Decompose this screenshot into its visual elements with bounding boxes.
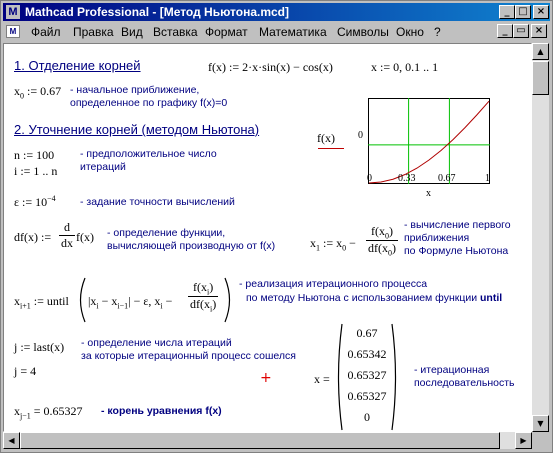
x-vector-value: 0 (364, 410, 370, 424)
x1-fraction: $\frac{f(x_0)}{df(x_0)}$ (368, 224, 396, 258)
graph-plot[interactable] (368, 98, 490, 184)
scroll-down-icon[interactable]: ▼ (532, 415, 549, 432)
horizontal-scrollbar[interactable] (3, 432, 532, 449)
function-definition[interactable]: f(x) := 2·x·sin(x) − cos(x) (208, 60, 333, 74)
graph-x-label: x (426, 188, 431, 199)
maximize-button[interactable]: □ (515, 5, 531, 19)
menu-file[interactable]: Файл (31, 25, 61, 39)
close-button[interactable]: × (533, 5, 549, 19)
document-icon[interactable]: M (6, 25, 20, 38)
left-paren (74, 276, 88, 324)
epsilon-comment: - задание точности вычислений (80, 196, 235, 208)
horizontal-scroll-thumb[interactable] (20, 432, 500, 449)
x-range-definition[interactable]: x := 0, 0.1 .. 1 (371, 60, 439, 74)
title-bar[interactable] (3, 3, 550, 21)
iteration-fraction: $\frac{f(x_i)}{df(x_i)}$ (190, 280, 217, 314)
doc-restore-button[interactable]: ▭ (513, 24, 529, 38)
root-result[interactable]: $x_{j-1} = 0.65327$ (14, 404, 83, 421)
right-paren (222, 276, 236, 324)
menu-symbols[interactable]: Символы (337, 25, 389, 39)
crosshair-cursor: + (260, 370, 272, 386)
n-definition[interactable]: n := 100 (14, 148, 55, 162)
x-tick-label: 1 (485, 173, 490, 184)
mathcad-icon: M (6, 5, 20, 19)
vertical-scroll-thumb[interactable] (532, 61, 549, 95)
x-tick-label: 0.33 (398, 173, 416, 184)
menu-window[interactable]: Окно (396, 25, 424, 39)
j-comment: - определение числа итераций за которые итерационный процесс сошелся (81, 337, 296, 362)
x-tick-label: 0.67 (438, 173, 456, 184)
worksheet[interactable] (3, 43, 532, 432)
iteration-abs: $|x_i - x_{i-1}| - \varepsilon$, $x_i$ − (88, 294, 173, 311)
df-derivative-fraction: $\frac{d}{dx}$ (61, 220, 73, 250)
x1-definition[interactable]: $x_1$ := $x_0$ − (310, 236, 356, 253)
df-right: f(x) (76, 230, 94, 244)
scroll-up-icon[interactable]: ▲ (532, 43, 549, 60)
doc-close-button[interactable]: × (531, 24, 547, 38)
scroll-left-icon[interactable]: ◀ (3, 432, 20, 449)
y-tick-label: 0 (358, 130, 363, 141)
menu-view[interactable]: Вид (121, 25, 143, 39)
vertical-scrollbar[interactable] (532, 43, 549, 432)
menu-edit[interactable]: Правка (73, 25, 114, 39)
epsilon-definition[interactable]: ε := $10^{-4}$ (14, 194, 56, 209)
minimize-button[interactable]: _ (499, 5, 515, 19)
x-tick-label: 0 (367, 173, 372, 184)
x-vector-values[interactable] (342, 326, 392, 431)
df-comment: - определение функции, вычисляющей производную от f(x) (107, 227, 276, 252)
j-result[interactable]: j = 4 (14, 364, 37, 378)
x-vector-label: x = (314, 372, 330, 386)
x1-comment: - вычисление первого приближения по Формуле Ньютона (404, 219, 511, 257)
x-vector-comment: - итерационная последовательность (414, 364, 515, 389)
root-comment: - корень уравнения f(x) (101, 405, 222, 417)
i-definition[interactable]: i := 1 .. n (14, 164, 58, 178)
menu-help[interactable]: ? (434, 25, 441, 39)
heading-root-separation: 1. Отделение корней (14, 58, 141, 73)
iteration-comment-2: по методу Ньютона с использованием функции until (246, 292, 503, 304)
x-vector-value: 0.65327 (347, 368, 387, 382)
iteration-left[interactable]: $x_{i+1}$ := until (14, 294, 69, 311)
x0-comment: - начальное приближение, определенное по графику f(x)=0 (70, 84, 228, 109)
graph-y-label: f(x) (317, 131, 335, 145)
scrollbar-corner (532, 432, 549, 449)
menu-bar (3, 22, 550, 41)
iteration-comment-1: - реализация итерационного процесса (239, 278, 428, 290)
doc-minimize-button[interactable]: _ (497, 24, 513, 38)
menu-math[interactable]: Математика (259, 25, 327, 39)
x-vector-value: 0.67 (356, 326, 378, 340)
heading-root-refinement: 2. Уточнение корней (методом Ньютона) (14, 122, 260, 137)
df-left[interactable]: df(x) := (14, 230, 52, 244)
plot-frame (369, 99, 490, 184)
x0-definition[interactable]: $x_0$ := 0.67 (14, 84, 62, 101)
menu-format[interactable]: Формат (205, 25, 248, 39)
j-definition[interactable]: j := last(x) (14, 340, 65, 354)
scroll-right-icon[interactable]: ▶ (515, 432, 532, 449)
menu-insert[interactable]: Вставка (153, 25, 198, 39)
n-comment: - предположительное число итераций (80, 148, 217, 173)
window-title: Mathcad Professional - [Метод Ньютона.mcd] (25, 5, 290, 19)
x-vector-value: 0.65327 (347, 389, 387, 403)
x-vector-value: 0.65342 (347, 347, 387, 361)
graph-legend-line (318, 148, 344, 149)
